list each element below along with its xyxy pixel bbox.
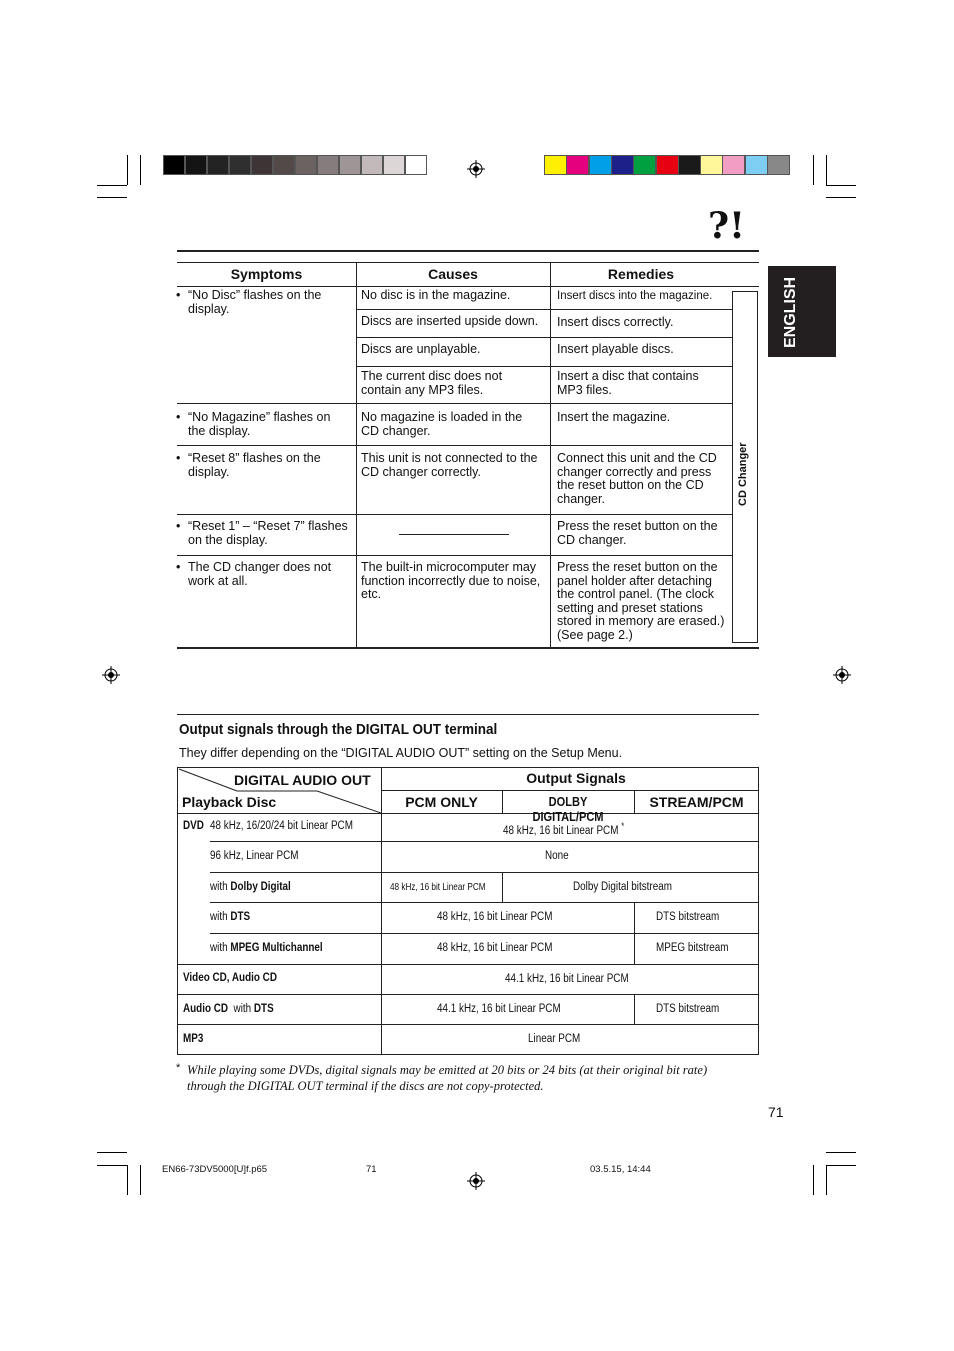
output-signals-header: Output Signals <box>526 770 626 786</box>
crop-mark <box>97 197 127 198</box>
mp3-output: Linear PCM <box>528 1033 581 1045</box>
crop-mark <box>826 197 856 198</box>
gray-swatch <box>251 155 273 175</box>
remedy-text: Insert discs into the magazine. <box>557 290 713 302</box>
cause-text: No disc is in the magazine. <box>361 288 511 302</box>
cd-changer-label: CD Changer <box>737 442 749 506</box>
color-swatch <box>611 155 634 175</box>
dolby-source: with Dolby Digital <box>210 881 291 893</box>
remedy-text: Press the reset button on the CD changer. <box>557 519 718 547</box>
mpeg-bitstream-output: MPEG bitstream <box>656 942 729 954</box>
footer-page: 71 <box>366 1164 377 1175</box>
footer-file: EN66-73DV5000[U]f.p65 <box>162 1164 268 1175</box>
color-swatch <box>745 155 768 175</box>
section-intro: They differ depending on the “DIGITAL AUDIO OUT” setting on the Setup Menu. <box>179 746 623 760</box>
remedy-text: Insert playable discs. <box>557 342 674 356</box>
acd-pcm-output: 44.1 kHz, 16 bit Linear PCM <box>437 1003 561 1015</box>
symptom-bullet: • <box>176 560 181 574</box>
symptom-bullet: • <box>176 519 181 533</box>
acd-dts-label: Audio CD with DTS <box>183 1003 274 1015</box>
dvd-48-source: 48 kHz, 16/20/24 bit Linear PCM <box>210 820 353 832</box>
dvd-48-output: 48 kHz, 16 bit Linear PCM * <box>503 821 625 837</box>
vcd-output: 44.1 kHz, 16 bit Linear PCM <box>505 973 629 985</box>
corner-bottom-label: Playback Disc <box>182 794 277 810</box>
dts-bitstream-output: DTS bitstream <box>656 911 720 923</box>
symptom-text: “No Magazine” flashes on the display. <box>188 410 331 438</box>
gray-swatch <box>185 155 207 175</box>
symptom-text: “No Disc” flashes on the display. <box>188 288 322 316</box>
acd-bitstream-output: DTS bitstream <box>656 1003 720 1015</box>
crop-mark <box>826 1165 827 1195</box>
color-swatch <box>700 155 723 175</box>
color-swatch <box>633 155 656 175</box>
registration-mark-icon <box>467 1172 485 1190</box>
cause-text: Discs are inserted upside down. <box>361 314 539 328</box>
page-number: 71 <box>768 1104 784 1120</box>
cause-text: No magazine is loaded in the CD changer. <box>361 410 523 438</box>
gray-swatch <box>339 155 361 175</box>
dts-source: with DTS <box>210 911 251 923</box>
crop-mark <box>826 1165 856 1166</box>
mpeg-source: with MPEG Multichannel <box>210 942 323 954</box>
crop-mark <box>813 1165 814 1195</box>
gray-swatch <box>295 155 317 175</box>
gray-swatch <box>405 155 427 175</box>
cause-text: This unit is not connected to the CD changer correctly. <box>361 451 538 479</box>
crop-mark <box>97 1165 127 1166</box>
cause-text: The current disc does not contain any MP3 files. <box>361 369 503 397</box>
cause-text: Discs are unplayable. <box>361 342 481 356</box>
section-title: Output signals through the DIGITAL OUT terminal <box>179 721 498 738</box>
symptom-text: “Reset 8” flashes on the display. <box>188 451 321 479</box>
gray-swatch <box>207 155 229 175</box>
mp3-label: MP3 <box>183 1033 204 1045</box>
crop-mark <box>140 155 141 185</box>
remedy-text: Press the reset button on the panel holder after detaching the control panel. (The clock setting and preset stations stored in memory are erased.) (See page 2.) <box>557 560 725 642</box>
vcd-label: Video CD, Audio CD <box>183 972 277 984</box>
color-swatch <box>656 155 679 175</box>
symptom-text: The CD changer does not work at all. <box>188 560 332 588</box>
crop-mark <box>140 1165 141 1195</box>
footnote-mark: * <box>176 1062 181 1074</box>
gray-swatch <box>163 155 185 175</box>
dolby-bitstream-output: Dolby Digital bitstream <box>573 881 672 893</box>
registration-mark-icon <box>833 666 851 684</box>
registration-mark-icon <box>102 666 120 684</box>
registration-mark-icon <box>467 160 485 178</box>
mpeg-pcm-output: 48 kHz, 16 bit Linear PCM <box>437 942 553 954</box>
color-swatch <box>722 155 745 175</box>
header-remedies: Remedies <box>607 266 675 282</box>
cause-empty-dash <box>399 534 509 535</box>
remedy-text: Insert a disc that contains MP3 files. <box>557 369 699 397</box>
symptom-bullet: • <box>176 410 181 424</box>
header-causes: Causes <box>428 266 478 282</box>
language-tab <box>768 266 836 357</box>
symptom-bullet: • <box>176 451 181 465</box>
remedy-text: Insert discs correctly. <box>557 315 674 329</box>
symptom-bullet: • <box>176 288 181 302</box>
gray-swatch <box>229 155 251 175</box>
gray-swatch <box>273 155 295 175</box>
footnote-text: While playing some DVDs, digital signals may be emitted at 20 bits or 24 bits (at their original bit rate) through the DIGITAL OUT terminal if the discs are not copy-protected. <box>187 1063 708 1093</box>
dolby-pcm-output: 48 kHz, 16 bit Linear PCM <box>390 881 486 893</box>
col-pcm-only: PCM ONLY <box>405 794 478 810</box>
col-stream-pcm: STREAM/PCM <box>649 794 744 810</box>
color-swatch <box>544 155 567 175</box>
symptom-text: “Reset 1” – “Reset 7” flashes on the display. <box>188 519 348 547</box>
language-tab-label: ENGLISH <box>782 276 799 348</box>
color-swatch <box>566 155 589 175</box>
corner-top-label: DIGITAL AUDIO OUT <box>234 772 371 788</box>
cd-changer-section-box <box>732 291 758 643</box>
footer-date: 03.5.15, 14:44 <box>590 1164 651 1175</box>
crop-mark <box>813 155 814 185</box>
dvd-96-output: None <box>545 850 569 862</box>
cause-text: The built-in microcomputer may function incorrectly due to noise, etc. <box>361 560 541 601</box>
dts-pcm-output: 48 kHz, 16 bit Linear PCM <box>437 911 553 923</box>
header-symptoms: Symptoms <box>230 266 303 282</box>
gray-swatch <box>317 155 339 175</box>
crop-mark <box>97 185 127 186</box>
crop-mark <box>127 1165 128 1195</box>
crop-mark <box>127 155 128 185</box>
crop-mark <box>826 185 856 186</box>
col-dolby-pcm: DOLBY DIGITAL/PCM <box>532 794 604 824</box>
dvd-96-source: 96 kHz, Linear PCM <box>210 850 299 862</box>
gray-swatch <box>361 155 383 175</box>
question-exclamation-icon: ?! <box>708 205 745 247</box>
remedy-text: Insert the magazine. <box>557 410 671 424</box>
crop-mark <box>826 155 827 185</box>
color-swatch <box>767 155 790 175</box>
crop-mark <box>97 1152 127 1153</box>
dvd-label: DVD <box>183 820 204 832</box>
remedy-text: Connect this unit and the CD changer correctly and press the reset button on the CD changer. <box>557 451 717 506</box>
gray-swatch <box>383 155 405 175</box>
color-swatch <box>678 155 701 175</box>
color-swatch <box>589 155 612 175</box>
crop-mark <box>826 1152 856 1153</box>
